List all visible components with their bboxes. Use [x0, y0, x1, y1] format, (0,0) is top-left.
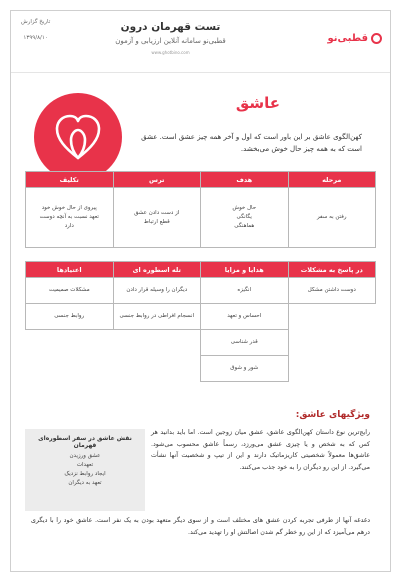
- hero-role-title: نقش عاشق در سفر اسطوره‌ای قهرمان: [38, 435, 132, 449]
- archetype-details-table: [25, 261, 376, 382]
- brand-logo[interactable]: [327, 33, 382, 44]
- cell-line: تعهد نسبت به آنچه دوست: [39, 214, 99, 220]
- col-header-trap: تله اسطوره ای: [113, 262, 201, 278]
- title-block: [81, 21, 260, 55]
- table-cell: [26, 330, 114, 356]
- features-paragraph-2: دغدغه آنها از طرفی تجربه کردن عشق های مختلف است و از سوی دیگر متعهد بودن به یک نفر است. عاشق خود را با دیگری درهم می‌آمیزد که از این رو خطر گم شدن اصالتش او را تهدید می‌کند.: [31, 517, 370, 536]
- table-cell: [113, 330, 201, 356]
- features-heading: ویژگیهای عاشق:: [295, 410, 370, 420]
- goal-cell: [201, 188, 289, 248]
- report-header: [11, 11, 390, 73]
- brand-logo-icon: [371, 33, 382, 44]
- table-cell: انسجام افراطی در روابط جنسی: [113, 304, 201, 330]
- col-header-response: در پاسخ به مشکلات: [288, 262, 376, 278]
- features-paragraph-1: رایج‌ترین نوع داستان کهن‌الگوی عاشق، عشق میان زوجین است. اما باید بدانید هر کس که به شخص و یا چیزی عشق می‌ورزد، رسماً عاشق محسوب می‌شود. عاشق‌ها معمولاً شخصیتی کاریزماتیک دارند و این از تیپ و شخصیت آنها نشأت می‌گیرد. از این رو دیگران را به خود جذب می‌کنند.: [151, 429, 370, 471]
- table-cell: مشکلات صمیمیت: [26, 278, 114, 304]
- table-row: [26, 188, 376, 248]
- col-header-task: تکلیف: [26, 172, 114, 188]
- hero-role-item: عشق ورزیدن: [69, 453, 101, 459]
- table-cell: [26, 356, 114, 382]
- table-cell: قدر شناسی: [201, 330, 289, 356]
- date-value: ۱۳۹۹/۸/۱۰: [23, 35, 48, 41]
- col-header-stage: مرحله: [288, 172, 376, 188]
- table-cell: [288, 304, 376, 330]
- cell-line: پیروی از حال خوش خود: [41, 205, 97, 211]
- cell-line: رفتن به سفر: [316, 214, 347, 220]
- report-page: [10, 10, 391, 572]
- brand-name: قطبی‌نو: [327, 33, 368, 44]
- cell-line: از دست دادن عشق: [134, 209, 180, 216]
- table-header-row: [26, 172, 376, 188]
- col-header-goal: هدف: [201, 172, 289, 188]
- hero-role-item: ایجاد روابط نزدیک: [64, 471, 106, 477]
- report-title: تست قهرمان درون: [120, 21, 221, 33]
- col-header-addictions: اعتیادها: [26, 262, 114, 278]
- table-cell: شور و شوق: [201, 356, 289, 382]
- table-cell: انگیزه: [201, 278, 289, 304]
- table-row: [26, 304, 376, 330]
- table-cell: دیگران را وسیله قرار دادن: [113, 278, 201, 304]
- cell-line: دارد: [64, 223, 74, 229]
- table-cell: احساس و تعهد: [201, 304, 289, 330]
- hero-role-item: تعهد به دیگران: [68, 480, 102, 486]
- col-header-fear: ترس: [113, 172, 201, 188]
- table-header-row: [26, 262, 376, 278]
- cell-line: هماهنگی: [234, 223, 255, 229]
- table-cell: [288, 356, 376, 382]
- table-cell: [113, 356, 201, 382]
- cell-line: حال خوش: [232, 205, 257, 211]
- table-row: [26, 278, 376, 304]
- cell-line: یگانگی: [236, 214, 252, 220]
- heart-icon: [34, 93, 122, 181]
- task-cell: [26, 188, 114, 248]
- table-cell: دوست داشتن مشکل: [288, 278, 376, 304]
- date-label: تاریخ گزارش: [21, 19, 51, 25]
- hero-role-item: تعهدات: [76, 462, 94, 468]
- report-subtitle: قطبی‌نو سامانه آنلاین ارزیابی و آزمون: [115, 37, 226, 45]
- hero-role-box: [25, 429, 145, 511]
- archetype-summary: کهن‌الگوی عاشق بر این باور است که اول و آخر همه چیز عشق است. عشق است که به همه چیز حال خوش می‌بخشد.: [141, 133, 362, 153]
- archetype-heading: عاشق: [235, 94, 280, 112]
- table-cell: روابط جنسی: [26, 304, 114, 330]
- fear-cell: [113, 188, 201, 248]
- stage-cell: [288, 188, 376, 248]
- archetype-overview-table: [25, 171, 376, 248]
- table-row: [26, 356, 376, 382]
- cell-line: قطع ارتباط: [143, 218, 170, 225]
- site-url[interactable]: www.ghotbino.com: [151, 50, 190, 55]
- col-header-gifts: هدایا و مزایا: [201, 262, 289, 278]
- table-cell: [288, 330, 376, 356]
- report-date: [21, 19, 50, 41]
- table-row: [26, 330, 376, 356]
